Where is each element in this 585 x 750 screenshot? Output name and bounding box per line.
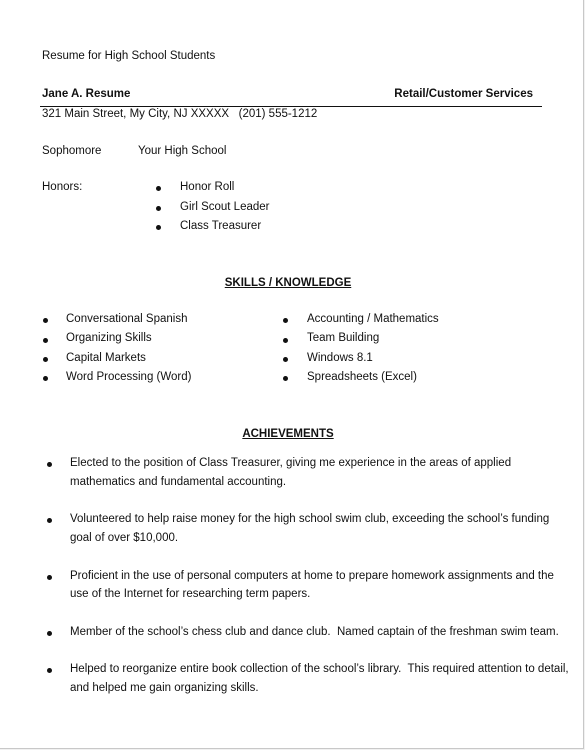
honors-label: Honors: xyxy=(42,181,83,193)
achievement-line: use of the Internet for researching term papers. xyxy=(70,588,311,600)
achievement-line: Helped to reorganize entire book collection of the school’s library. This required attention to detail, xyxy=(70,663,569,675)
skill-item: Spreadsheets (Excel) xyxy=(307,371,417,383)
bullet-icon xyxy=(156,206,161,211)
skill-item: Windows 8.1 xyxy=(307,352,373,364)
achievement-line: Elected to the position of Class Treasurer, giving me experience in the areas of applied xyxy=(70,457,512,469)
bullet-icon xyxy=(43,338,48,343)
bullet-icon xyxy=(283,338,288,343)
skills-heading: SKILLS / KNOWLEDGE xyxy=(224,277,352,289)
bullet-icon xyxy=(47,668,52,673)
career-field: Retail/Customer Services xyxy=(394,88,533,100)
skill-item: Team Building xyxy=(307,332,380,344)
applicant-name: Jane A. Resume xyxy=(42,88,131,100)
bullet-icon xyxy=(43,357,48,362)
achievement-line: Proficient in the use of personal computers at home to prepare homework assignments and the xyxy=(70,570,554,582)
skill-item: Organizing Skills xyxy=(66,332,152,344)
bullet-icon xyxy=(283,357,288,362)
header-divider xyxy=(40,106,542,107)
document-title: Resume for High School Students xyxy=(42,50,216,62)
achievement-line: Volunteered to help raise money for the high school swim club, exceeding the school’s funding xyxy=(70,513,550,525)
contact-address: 321 Main Street, My City, NJ XXXXX (201) 555-1212 xyxy=(42,108,318,120)
grade-level: Sophomore xyxy=(42,145,102,157)
achievement-line: goal of over $10,000. xyxy=(70,532,179,544)
bullet-icon xyxy=(283,376,288,381)
bullet-icon xyxy=(43,318,48,323)
bullet-icon xyxy=(156,225,161,230)
skill-item: Accounting / Mathematics xyxy=(307,313,439,325)
bullet-icon xyxy=(156,186,161,191)
achievement-line: mathematics and fundamental accounting. xyxy=(70,476,287,488)
skill-item: Conversational Spanish xyxy=(66,313,188,325)
honor-item: Girl Scout Leader xyxy=(180,201,270,213)
skill-item: Capital Markets xyxy=(66,352,146,364)
school-name: Your High School xyxy=(138,145,227,157)
achievements-heading: ACHIEVEMENTS xyxy=(242,428,334,440)
bullet-icon xyxy=(283,318,288,323)
bullet-icon xyxy=(47,575,52,580)
bullet-icon xyxy=(47,631,52,636)
achievement-line: and helped me gain organizing skills. xyxy=(70,682,259,694)
achievement-line: Member of the school’s chess club and dance club. Named captain of the freshman swim team. xyxy=(70,626,559,638)
honor-item: Honor Roll xyxy=(180,181,235,193)
skill-item: Word Processing (Word) xyxy=(66,371,192,383)
bullet-icon xyxy=(47,462,52,467)
bullet-icon xyxy=(43,376,48,381)
bullet-icon xyxy=(47,518,52,523)
honor-item: Class Treasurer xyxy=(180,220,262,232)
